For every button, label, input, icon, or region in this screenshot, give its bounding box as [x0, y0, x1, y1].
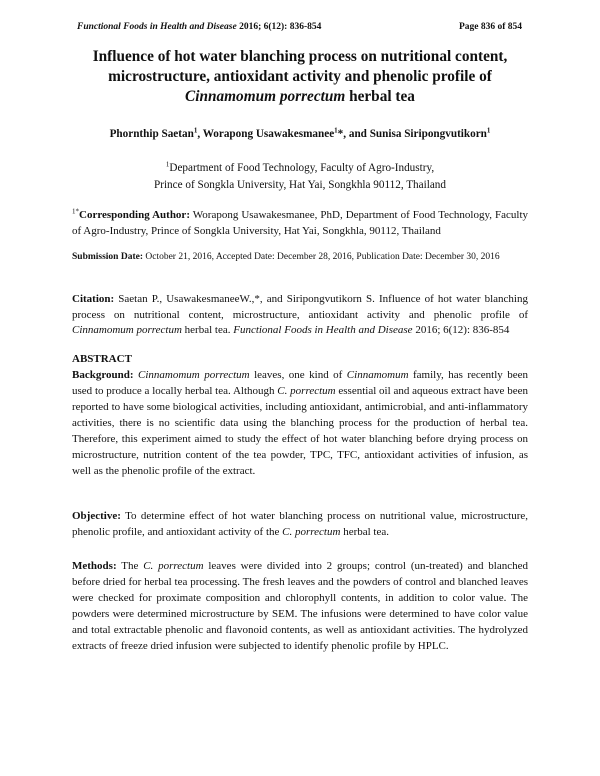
abstract-heading: ABSTRACT	[72, 353, 132, 365]
methods-text-1: The	[116, 560, 144, 572]
dates-label: Submission Date:	[72, 252, 143, 262]
citation-label: Citation:	[72, 293, 115, 305]
author-2: , Worapong Usawakesmanee	[197, 128, 335, 140]
methods-label: Methods:	[72, 560, 117, 572]
abstract-methods	[72, 558, 528, 654]
title-line-3	[60, 87, 540, 107]
author-2-affil-mark: 1	[334, 126, 338, 135]
background-label: Background:	[72, 369, 134, 381]
citation	[72, 292, 528, 339]
affiliation	[60, 160, 540, 194]
methods-text-2: leaves were divided into 2 groups; control (un-treated) and blanched before dried for herbal tea processing. The fresh leaves and the powders of control and blanched leaves were checked for proximate composition and chlorophyll contents, in addition to color value. The powders were determined microstructure by SEM. The infusions were determined to have color value and total extractable phenolic and flavonoid contents, as well as antioxidant activities. The hydrolyzed extracts of freeze dried infusion were subjected to identify phenolic profile by HPLC.	[72, 560, 528, 652]
methods-abbrev: C. porrectum	[143, 560, 204, 572]
title-line-1: Influence of hot water blanching process on nutritional content,	[92, 48, 508, 65]
title-line-2: microstructure, antioxidant activity and phenolic profile of	[108, 68, 492, 85]
affiliation-line-1	[60, 160, 540, 177]
author-list	[60, 128, 540, 140]
corresponding-text: Worapong Usawakesmanee, PhD, Department of Food Technology, Faculty of Agro-Industry, Prince of Songkla University, Hat Yai, Songkhla, 90112, Thailand	[72, 209, 528, 237]
journal-year-issue: 2016; 6(12): 836-854	[239, 22, 322, 32]
background-genus: Cinnamomum	[346, 369, 409, 381]
dates-text: October 21, 2016, Accepted Date: December 28, 2016, Publication Date: December 30, 2016	[143, 252, 500, 262]
corresponding-label: Corresponding Author:	[79, 209, 190, 221]
running-header-journal	[77, 22, 321, 32]
abstract-objective	[72, 508, 528, 540]
affiliation-mark: 1	[165, 160, 170, 169]
background-text-2: family, has recently been used to produce a locally herbal tea. Although	[72, 369, 528, 397]
title-suffix: herbal tea	[349, 88, 415, 105]
affiliation-text-1: Department of Food Technology, Faculty of Agro-Industry,	[169, 162, 435, 174]
author-2-corresponding-mark: *	[337, 128, 344, 140]
objective-text-2: herbal tea.	[340, 526, 389, 538]
citation-text-1: Saetan P., UsawakesmaneeW.,*, and Siripongvutikorn S. Influence of hot water blanching process on nutritional content, microstructure, antioxidant activity and phenolic profile of	[72, 293, 528, 321]
citation-text-3: 2016; 6(12): 836-854	[412, 324, 510, 336]
citation-species: Cinnamomum porrectum	[72, 324, 182, 336]
background-species: Cinnamomum porrectum	[138, 369, 250, 381]
running-header-page: Page 836 of 854	[459, 22, 523, 32]
author-1-affil-mark: 1	[193, 126, 198, 135]
objective-text-1: To determine effect of hot water blanching process on nutritional value, microstructure, phenolic profile, and antioxidant activity of the	[72, 510, 528, 538]
citation-journal: Functional Foods in Health and Disease	[233, 324, 413, 336]
objective-label: Objective:	[72, 510, 121, 522]
abstract-background	[72, 367, 528, 479]
author-3-affil-mark: 1	[486, 126, 491, 135]
title-species: Cinnamomum porrectum	[185, 88, 346, 105]
background-abbrev: C. porrectum	[277, 385, 336, 397]
affiliation-line-2: Prince of Songkla University, Hat Yai, Songkhla 90112, Thailand	[154, 179, 446, 191]
submission-dates	[72, 250, 528, 264]
background-text-1: leaves, one kind of	[249, 369, 347, 381]
corresponding-author	[72, 207, 528, 239]
author-1: Phornthip Saetan	[109, 128, 194, 140]
objective-abbrev: C. porrectum	[282, 526, 341, 538]
corresponding-mark: 1*	[72, 207, 79, 216]
author-3: , and Sunisa Siripongvutikorn	[343, 128, 487, 140]
paper-title	[60, 47, 540, 107]
background-text-3: essential oil and aqueous extract have been reported to have some biological activities, including antioxidant, antimicrobial, and anti-inflammatory activities, there is no scientific data using the blanching process for the production of herbal tea. Therefore, this experiment aimed to study the effect of hot water blanching before drying process on microstructure, nutrition content of the tea powder, TPC, TFC, antioxidant activities of infusion, as well as the phenolic profile of the extract.	[72, 385, 528, 477]
journal-name: Functional Foods in Health and Disease	[77, 22, 237, 32]
citation-text-2: herbal tea.	[181, 324, 234, 336]
